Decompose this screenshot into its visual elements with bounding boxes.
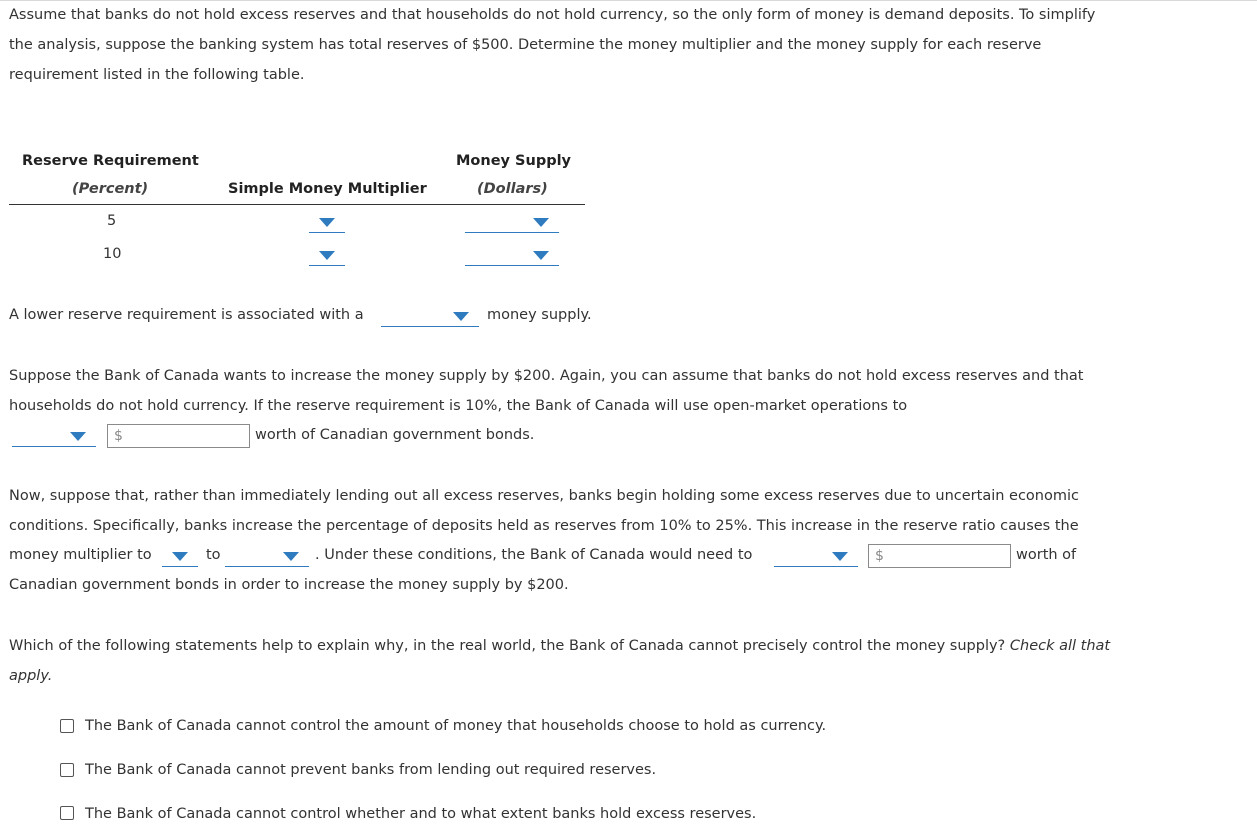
- reserve-requirement-subheader: (Percent): [72, 181, 149, 197]
- question-plain: Which of the following statements help to explain why, in the real world, the Bank of Canada cannot precisely control the money supply?: [9, 638, 1010, 654]
- reserve-requirement-header: Reserve Requirement: [22, 153, 199, 169]
- option-label-2[interactable]: The Bank of Canada cannot prevent banks from lending out required reserves.: [85, 762, 657, 778]
- lower-req-text: A lower reserve requirement is associated with a: [9, 307, 364, 323]
- excess-l3-a: money multiplier to: [9, 547, 152, 563]
- question-instruction-cont: apply.: [9, 668, 53, 684]
- money-supply-header: Money Supply: [456, 153, 571, 169]
- multiplier-from-dropdown[interactable]: [162, 544, 198, 567]
- money-supply-direction-dropdown[interactable]: [381, 304, 479, 327]
- multiplier-to-dropdown[interactable]: [225, 544, 309, 567]
- chevron-down-icon: [533, 251, 549, 260]
- excess-action-dropdown[interactable]: [774, 544, 858, 567]
- lower-req-after-text: money supply.: [487, 307, 592, 323]
- excess-paragraph: [9, 481, 1079, 541]
- multiplier-dropdown-10[interactable]: [309, 243, 345, 266]
- chevron-down-icon: [832, 552, 848, 561]
- excess-line-1: Now, suppose that, rather than immediately lending out all excess reserves, banks begin holding some excess reserves due to uncertain economic: [9, 488, 1079, 504]
- question-line-1: [9, 631, 1110, 661]
- chevron-down-icon: [70, 432, 86, 441]
- multiplier-dropdown-5[interactable]: [309, 210, 345, 233]
- chevron-down-icon: [283, 552, 299, 561]
- boc-paragraph: [9, 361, 1083, 421]
- option-checkbox-3[interactable]: [60, 806, 74, 820]
- chevron-down-icon: [319, 251, 335, 260]
- excess-l3-d: worth of: [1016, 547, 1077, 563]
- intro-line-3: requirement listed in the following table.: [9, 67, 305, 83]
- money-multiplier-header: Simple Money Multiplier: [228, 181, 427, 197]
- intro-line-2: the analysis, suppose the banking system has total reserves of $500. Determine the money multiplier and the money supply for each reserve: [9, 37, 1042, 53]
- chevron-down-icon: [533, 218, 549, 227]
- option-checkbox-2[interactable]: [60, 763, 74, 777]
- intro-paragraph: [9, 0, 1095, 90]
- intro-line-1: Assume that banks do not hold excess reserves and that households do not hold currency, so the only form of money is demand deposits. To simplify: [9, 7, 1096, 23]
- excess-l3-b: to: [206, 547, 221, 563]
- chevron-down-icon: [319, 218, 335, 227]
- question-paragraph: [9, 631, 1110, 691]
- excess-l3-c: . Under these conditions, the Bank of Canada would need to: [315, 547, 753, 563]
- boc-line-2: households do not hold currency. If the reserve requirement is 10%, the Bank of Canada will use open-market operations to: [9, 398, 908, 414]
- option-label-1[interactable]: The Bank of Canada cannot control the amount of money that households choose to hold as currency.: [85, 718, 827, 734]
- dollar-sign-icon: $: [875, 548, 884, 564]
- excess-bond-amount-input[interactable]: [868, 544, 1011, 568]
- table-header-rule: [9, 204, 585, 205]
- boc-after-text: worth of Canadian government bonds.: [255, 427, 535, 443]
- question-instruction: Check all that: [1009, 638, 1111, 654]
- option-checkbox-1[interactable]: [60, 719, 74, 733]
- open-market-action-dropdown[interactable]: [12, 424, 96, 447]
- bond-amount-input[interactable]: [107, 424, 250, 448]
- excess-line-2: conditions. Specifically, banks increase the percentage of deposits held as reserves from 10% to 25%. This increase in the reserve ratio causes the: [9, 518, 1079, 534]
- excess-line-4: Canadian government bonds in order to increase the money supply by $200.: [9, 577, 569, 593]
- reserve-value-5: 5: [107, 213, 117, 229]
- money-supply-dropdown-10[interactable]: [465, 243, 559, 266]
- question-line-2: [9, 661, 1110, 691]
- chevron-down-icon: [453, 312, 469, 321]
- money-supply-subheader: (Dollars): [477, 181, 548, 197]
- boc-line-1: Suppose the Bank of Canada wants to increase the money supply by $200. Again, you can assume that banks do not hold excess reserves and that: [9, 368, 1084, 384]
- reserve-value-10: 10: [103, 246, 122, 262]
- money-supply-dropdown-5[interactable]: [465, 210, 559, 233]
- dollar-sign-icon: $: [114, 428, 123, 444]
- option-label-3[interactable]: The Bank of Canada cannot control whether and to what extent banks hold excess reserves.: [85, 806, 757, 822]
- chevron-down-icon: [172, 552, 188, 561]
